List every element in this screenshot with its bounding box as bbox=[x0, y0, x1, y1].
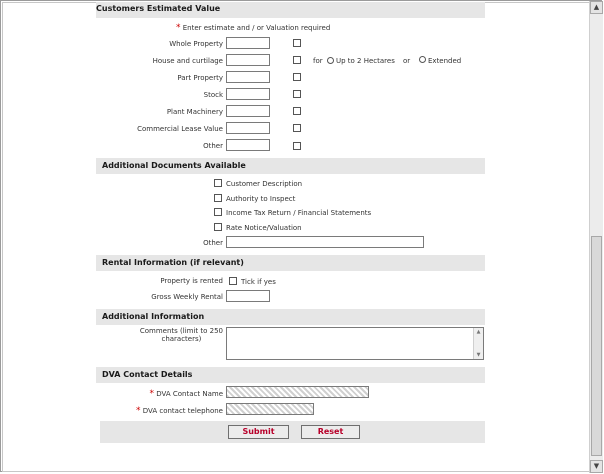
scroll-down-arrow-icon[interactable]: ▼ bbox=[590, 460, 603, 473]
reset-button[interactable]: Reset bbox=[301, 425, 360, 439]
contact-phone-label-text: DVA contact telephone bbox=[142, 407, 223, 415]
radio-label-up-to-2-hectares: Up to 2 Hectares bbox=[336, 57, 395, 65]
comments-scroll-down-icon[interactable]: ▼ bbox=[476, 352, 481, 358]
for-label: for bbox=[313, 57, 323, 65]
plant-machinery-input[interactable] bbox=[226, 105, 270, 117]
commercial-lease-checkbox[interactable] bbox=[293, 124, 301, 132]
radio-up-to-2-hectares[interactable] bbox=[327, 57, 334, 64]
required-marker: * bbox=[149, 389, 155, 399]
label-property-rented: Property is rented bbox=[160, 277, 223, 285]
property-rented-checkbox[interactable] bbox=[229, 277, 237, 285]
plant-machinery-checkbox[interactable] bbox=[293, 107, 301, 115]
part-property-checkbox[interactable] bbox=[293, 73, 301, 81]
commercial-lease-input[interactable] bbox=[226, 122, 270, 134]
button-bar bbox=[100, 421, 485, 443]
label-gross-weekly-rental: Gross Weekly Rental bbox=[151, 293, 223, 301]
comments-scroll-up-icon[interactable]: ▲ bbox=[476, 329, 481, 335]
scroll-up-arrow-icon[interactable]: ▲ bbox=[590, 1, 603, 14]
section-header-rental bbox=[96, 255, 485, 271]
page-scrollbar[interactable] bbox=[589, 1, 603, 473]
section-header-documents bbox=[96, 158, 485, 174]
label-house-curtilage: House and curtilage bbox=[152, 57, 223, 65]
label-contact-name bbox=[150, 389, 223, 399]
section-title: Customers Estimated Value bbox=[96, 4, 221, 13]
comments-textarea[interactable] bbox=[226, 327, 484, 360]
section-title: Additional Information bbox=[102, 312, 205, 321]
stock-input[interactable] bbox=[226, 88, 270, 100]
label-part-property: Part Property bbox=[177, 74, 223, 82]
stock-checkbox[interactable] bbox=[293, 90, 301, 98]
required-note-text: Enter estimate and / or Valuation required bbox=[182, 24, 331, 32]
doc-checkbox-rate-notice[interactable] bbox=[214, 223, 222, 231]
section-header-contact bbox=[96, 367, 485, 383]
label-whole-property: Whole Property bbox=[169, 40, 223, 48]
tick-if-yes-label: Tick if yes bbox=[241, 278, 276, 286]
other-documents-input[interactable] bbox=[226, 236, 424, 248]
label-contact-phone bbox=[136, 406, 223, 416]
label-other-value: Other bbox=[203, 142, 223, 150]
house-curtilage-input[interactable] bbox=[226, 54, 270, 66]
comments-scrollbar[interactable] bbox=[473, 328, 483, 359]
or-label: or bbox=[403, 57, 411, 65]
required-marker: * bbox=[136, 406, 141, 416]
radio-label-extended: Extended bbox=[428, 57, 462, 65]
section-header-additional bbox=[96, 309, 485, 325]
contact-phone-input[interactable] bbox=[226, 403, 314, 415]
comments-label-line2: characters) bbox=[161, 335, 202, 343]
contact-name-label-text: DVA Contact Name bbox=[156, 390, 223, 398]
label-comments bbox=[140, 327, 223, 343]
scroll-thumb[interactable] bbox=[591, 236, 602, 456]
doc-label-customer-description: Customer Description bbox=[226, 180, 303, 188]
doc-checkbox-authority-to-inspect[interactable] bbox=[214, 194, 222, 202]
radio-extended[interactable] bbox=[419, 56, 426, 63]
gross-weekly-rental-input[interactable] bbox=[226, 290, 270, 302]
section-header-estimated-value bbox=[96, 2, 485, 18]
doc-label-rate-notice: Rate Notice/Valuation bbox=[226, 224, 302, 232]
section-title: Additional Documents Available bbox=[102, 161, 246, 170]
other-value-input[interactable] bbox=[226, 139, 270, 151]
doc-label-authority-to-inspect: Authority to Inspect bbox=[226, 195, 296, 203]
other-value-checkbox[interactable] bbox=[293, 142, 301, 150]
label-stock: Stock bbox=[203, 91, 223, 99]
label-commercial-lease: Commercial Lease Value bbox=[137, 125, 223, 133]
submit-button[interactable]: Submit bbox=[228, 425, 289, 439]
doc-checkbox-customer-description[interactable] bbox=[214, 179, 222, 187]
contact-name-input[interactable] bbox=[226, 386, 369, 398]
label-other-documents: Other bbox=[203, 239, 223, 247]
label-plant-machinery: Plant Machinery bbox=[166, 108, 223, 116]
whole-property-checkbox[interactable] bbox=[293, 39, 301, 47]
required-marker: * bbox=[176, 23, 181, 33]
comments-label-line1: Comments (limit to 250 bbox=[139, 327, 223, 335]
section-title: Rental Information (if relevant) bbox=[102, 258, 244, 267]
house-curtilage-checkbox[interactable] bbox=[293, 56, 301, 64]
doc-label-income-tax: Income Tax Return / Financial Statements bbox=[226, 209, 372, 217]
part-property-input[interactable] bbox=[226, 71, 270, 83]
whole-property-input[interactable] bbox=[226, 37, 270, 49]
required-note bbox=[176, 23, 330, 33]
section-title: DVA Contact Details bbox=[102, 370, 193, 379]
doc-checkbox-income-tax[interactable] bbox=[214, 208, 222, 216]
